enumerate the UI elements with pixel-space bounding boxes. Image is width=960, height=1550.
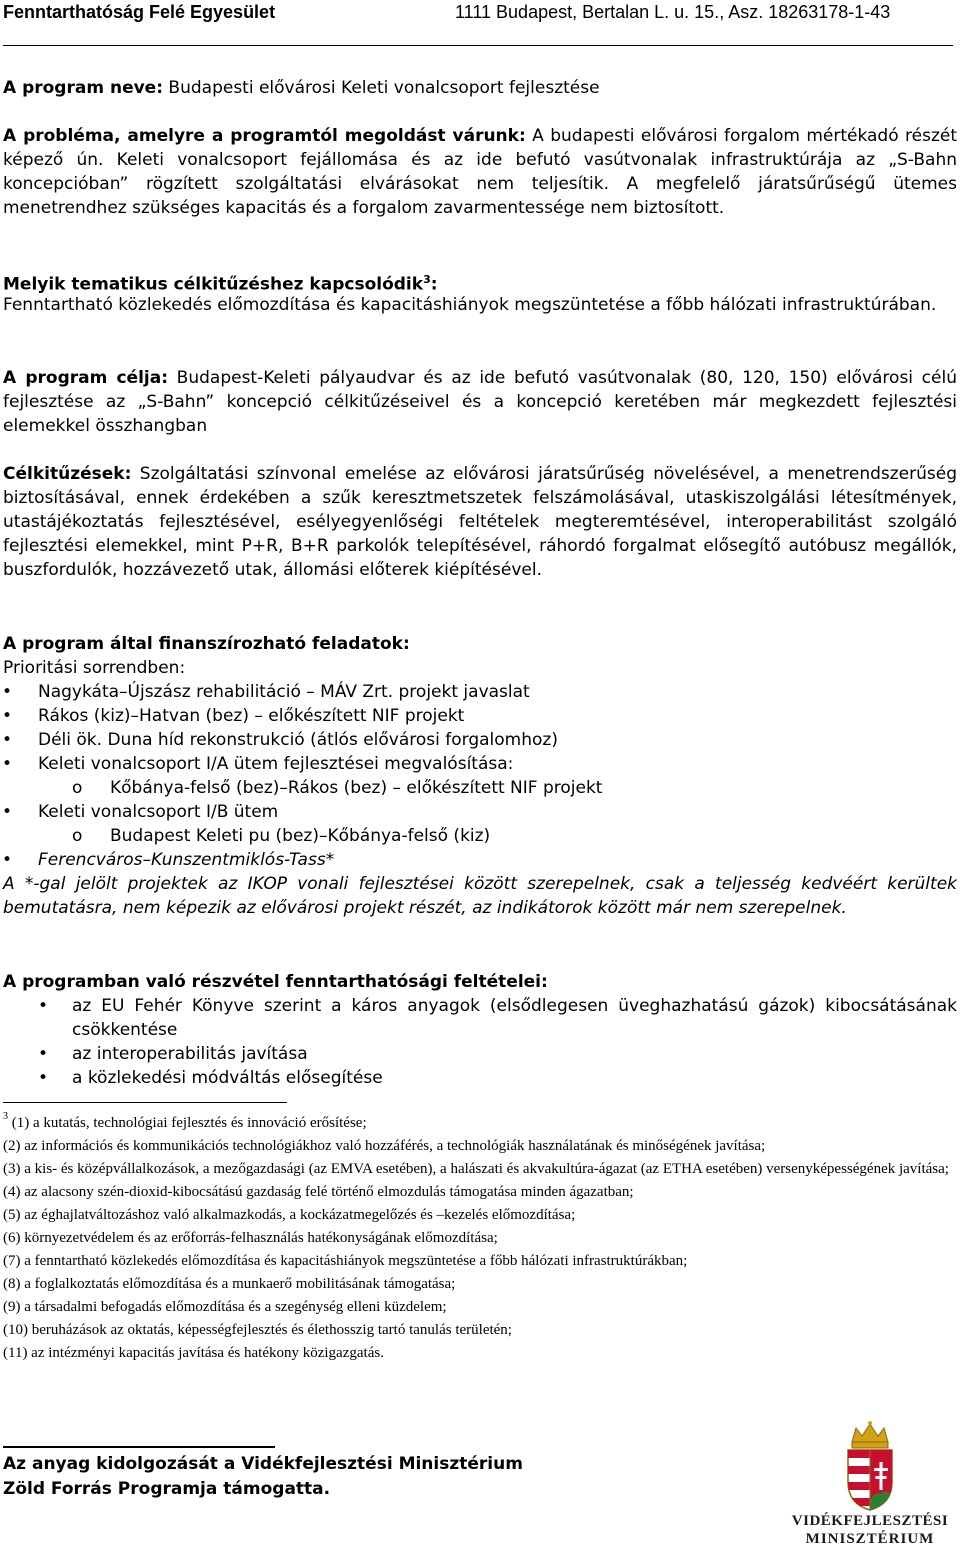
- list-item: • a közlekedési módváltás elősegítése: [38, 1068, 383, 1088]
- footnote-ref: 3: [423, 273, 431, 286]
- bullet-icon: •: [2, 754, 13, 774]
- organization-address: 1111 Budapest, Bertalan L. u. 15., Asz. 18263178-1-43: [455, 2, 891, 22]
- tasks-footnote-note: A *-gal jelölt projektek az IKOP vonali fejlesztései között szerepelnek, csak a teljesség kedvéért kerültek bemutatásra, nem képezik az elővárosi projekt részét, az indikátorok között már nem szerepelnek.: [3, 874, 957, 918]
- footnote-line: (11) az intézményi kapacitás javítása és hatékony közigazgatás.: [3, 1345, 384, 1361]
- program-name-value: Budapesti elővárosi Keleti vonalcsoport fejlesztése: [163, 78, 600, 98]
- footnote-line: (5) az éghajlatváltozáshoz való alkalmazkodás, a kockázatmegelőzés és –kezelés előmozdítása;: [3, 1207, 576, 1223]
- objectives-text: Szolgáltatási színvonal emelése az elővárosi járatsűrűség növelésével, a menetrendszerűség biztosításával, ennek érdekében a szűk keresztmetszetek felszámolásával, utaskiszolgálási létesítmények, utastájékoztatás fejlesztésével, esélyegyenlőségi feltételek megteremtésével, interoperabilitást szolgáló fejlesztési elemekkel, mint P+R, B+R parkolók telepítésével, ráhordó forgalmat elősegítő autóbusz megállók, buszfordulók, hozzávezető utak, állomási előterek kiépítésével.: [3, 464, 957, 580]
- footnote-line: (3) a kis- és középvállalkozások, a mezőgazdasági (az EMVA esetében), a halászati és akvakultúra-ágazat (az ETHA esetében) versenyképességének javítása;: [3, 1161, 949, 1177]
- list-item: • Keleti vonalcsoport I/A ütem fejlesztései megvalósítása:: [2, 754, 514, 774]
- footnote: [3, 1112, 957, 1365]
- organization-name: Fenntarthatóság Felé Egyesület: [3, 2, 276, 22]
- bullet-icon: •: [2, 850, 13, 870]
- thematic-label: Melyik tematikus célkitűzéshez kapcsolódik: [3, 274, 424, 295]
- footnote-line: (10) beruházások az oktatás, képességfejlesztés és élethosszig tartó tanulás területén;: [3, 1322, 512, 1338]
- thematic-text: Fenntartható közlekedés előmozdítása és kapacitáshiányok megszüntetése a főbb hálózati infrastruktúrában.: [3, 295, 937, 315]
- goal-label: A program célja:: [3, 368, 169, 388]
- list-item: • az interoperabilitás javítása: [38, 1044, 308, 1064]
- tasks-list: [0, 680, 960, 872]
- sub-list-item: o Kőbánya-felső (bez)–Rákos (bez) – előkészített NIF projekt: [72, 778, 603, 798]
- header-divider: [3, 45, 953, 46]
- bullet-icon: •: [38, 1044, 49, 1064]
- sub-list-item: o Budapest Keleti pu (bez)–Kőbánya-felső (kiz): [72, 826, 491, 846]
- list-item: • Ferencváros–Kunszentmiklós-Tass*: [2, 850, 335, 870]
- bottom-divider: [3, 1446, 275, 1448]
- thematic-colon: :: [430, 274, 438, 295]
- page-header: [3, 0, 953, 24]
- circle-bullet-icon: o: [72, 826, 83, 846]
- program-name-paragraph: [3, 76, 957, 100]
- tasks-priority-note: Prioritási sorrendben:: [3, 658, 186, 678]
- tasks-heading: A program által finanszírozható feladatok:: [3, 634, 410, 654]
- logo-text-line-2: MINISZTÉRIUM: [805, 1531, 935, 1547]
- bullet-icon: •: [38, 1068, 49, 1088]
- bullet-icon: •: [2, 802, 13, 822]
- bullet-icon: •: [2, 730, 13, 750]
- support-line-2: Zöld Forrás Programja támogatta.: [3, 1479, 331, 1499]
- list-item: • Keleti vonalcsoport I/B ütem: [2, 802, 279, 822]
- footnote-line: (7) a fenntartható közlekedés előmozdítása és kapacitáshiányok megszüntetése a főbb hálózati infrastruktúrákban;: [3, 1253, 688, 1269]
- list-item: • az EU Fehér Könyve szerint a káros anyagok (elsődlegesen üveghazhatású gázok) kibocsátásának csökkentése: [38, 996, 957, 1040]
- footnote-line: (2) az információs és kommunikációs technológiákhoz való hozzáférés, a technológiák használatának és minőségének javítása;: [3, 1138, 766, 1154]
- bullet-icon: •: [2, 682, 13, 702]
- ministry-logo: [780, 1420, 960, 1550]
- footnote-line: $^3$ (1) a kutatás, technológiai fejlesztés és innováció erősítése;: [3, 1111, 367, 1131]
- program-name-label: A program neve:: [3, 78, 164, 98]
- conditions-list: [0, 994, 957, 1090]
- list-item: • Déli ök. Duna híd rekonstrukció (átlós elővárosi forgalomhoz): [2, 730, 558, 750]
- bullet-icon: •: [2, 706, 13, 726]
- problem-text: A budapesti elővárosi forgalom mértékadó részét képező ún. Keleti vonalcsoport fejállomása és az ide befutó vasútvonalak infrastruktúrája az „S-Bahn koncepcióban” rögzített szolgáltatási elvárásokat nem teljesítik. A megfelelő járatsűrűségű ütemes menetrendhez szükséges kapacitás és a forgalom zavarmentessége nem biztosított.: [3, 126, 958, 218]
- footnote-line: (4) az alacsony szén-dioxid-kibocsátású gazdaság felé történő elmozdulás támogatása minden ágazatban;: [3, 1184, 634, 1200]
- list-item: • Rákos (kiz)–Hatvan (bez) – előkészített NIF projekt: [2, 706, 465, 726]
- list-item: • Nagykáta–Újszász rehabilitáció – MÁV Zrt. projekt javaslat: [2, 682, 530, 702]
- objectives-paragraph: [3, 462, 957, 582]
- objectives-label: Célkitűzések:: [3, 464, 132, 484]
- conditions-heading: A programban való részvétel fenntarthatósági feltételei:: [3, 972, 548, 992]
- goal-text: Budapest-Keleti pályaudvar és az ide befutó vasútvonalak (80, 120, 150) elővárosi célú fejlesztése az „S-Bahn” koncepció célkitűzéseivel és a koncepció keretében már megkezdett fejlesztési elemekkel összhangban: [3, 368, 957, 436]
- goal-paragraph: [3, 366, 957, 438]
- bullet-icon: •: [38, 996, 49, 1016]
- footnote-divider: [3, 1102, 287, 1103]
- logo-text-line-1: VIDÉKFEJLESZTÉSI: [791, 1513, 949, 1529]
- footnote-line: (8) a foglalkoztatás előmozdítása és a munkaerő mobilitásának támogatása;: [3, 1276, 456, 1292]
- footnote-line: (6) környezetvédelem és az erőforrás-felhasználás hatékonyságának előmozdítása;: [3, 1230, 498, 1246]
- coat-of-arms-icon: [780, 1420, 960, 1512]
- problem-paragraph: [3, 124, 957, 220]
- problem-label: A probléma, amelyre a programtól megoldást várunk:: [3, 126, 526, 146]
- footnote-line: (9) a társadalmi befogadás előmozdítása és a szegénység elleni küzdelem;: [3, 1299, 447, 1315]
- circle-bullet-icon: o: [72, 778, 83, 798]
- support-line-1: Az anyag kidolgozását a Vidékfejlesztési Minisztérium: [3, 1454, 523, 1474]
